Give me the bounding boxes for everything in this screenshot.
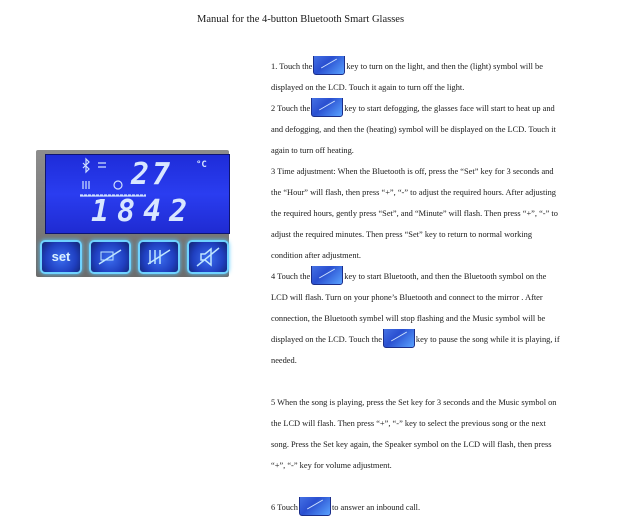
speaker-icon	[189, 242, 227, 272]
manual-text: adjust the required minutes. Then press “Set” key to return to normal working	[271, 230, 533, 239]
light-icon	[114, 181, 122, 189]
manual-line	[271, 350, 576, 371]
page-title: Manual for the 4-button Bluetooth Smart Glasses	[197, 14, 405, 25]
lcd-temperature: 27	[131, 157, 174, 192]
manual-line	[271, 119, 576, 140]
lcd-button-row	[37, 240, 230, 276]
manual-line	[271, 182, 576, 203]
manual-line	[271, 56, 576, 77]
key-button-icon	[311, 266, 343, 285]
light-icon	[91, 242, 129, 272]
manual-text: song. Press the Set key again, the Speaker symbol on the LCD will flash, then press	[271, 440, 552, 449]
manual-text: and defogging, and then the (heating) symbol will be displayed on the LCD. Touch it	[271, 125, 556, 134]
manual-line	[271, 161, 576, 182]
manual-text: 4 Touch the	[271, 272, 311, 281]
manual-line	[271, 266, 576, 287]
manual-text: the required hours, gently press “Set”, and “Minute” will flash. Then press “+”, “-” to	[271, 209, 558, 218]
manual-text: key to pause the song while it is playing, if	[415, 335, 560, 344]
manual-text: 1. Touch the	[271, 62, 313, 71]
lcd-time: 1842	[91, 194, 196, 229]
key-button-icon	[299, 497, 331, 516]
manual-text: “+”, “-” key for volume adjustment.	[271, 461, 392, 470]
manual-text: 3 Time adjustment: When the Bluetooth is off, press the “Set” key for 3 seconds and	[271, 167, 554, 176]
manual-text: condition after adjustment.	[271, 251, 362, 260]
manual-line	[271, 413, 576, 434]
manual-text: key to start defogging, the glasses face will start to heat up and	[344, 104, 555, 113]
manual-text: the LCD will flash. Then press “+”, “-” key to select the previous song or the next	[271, 419, 546, 428]
manual-text: displayed on the LCD. Touch it again to turn off the light.	[271, 83, 465, 92]
manual-instructions	[271, 56, 576, 518]
key-button-icon	[313, 56, 345, 75]
manual-line	[271, 497, 576, 518]
manual-text: needed.	[271, 356, 297, 365]
manual-line	[271, 287, 576, 308]
manual-line	[271, 392, 576, 413]
manual-text: again to turn off heating.	[271, 146, 354, 155]
manual-line	[271, 77, 576, 98]
manual-line	[271, 455, 576, 476]
lcd-temp-unit: °C	[196, 160, 207, 170]
manual-line	[271, 308, 576, 329]
manual-line	[271, 329, 576, 350]
lcd-display	[45, 154, 230, 234]
key-button-icon	[383, 329, 415, 348]
heating-button[interactable]	[138, 240, 180, 274]
manual-text: 5 When the song is playing, press the Set key for 3 seconds and the Music symbol on	[271, 398, 557, 407]
manual-line	[271, 434, 576, 455]
bluetooth-icon	[83, 159, 89, 172]
light-button[interactable]	[89, 240, 131, 274]
manual-line	[271, 371, 576, 392]
manual-text: LCD will flash. Turn on your phone’s Bluetooth and connect to the mirror . After	[271, 293, 543, 302]
manual-line	[271, 245, 576, 266]
manual-line	[271, 98, 576, 119]
manual-text: key to turn on the light, and then the (light) symbol will be	[346, 62, 543, 71]
manual-text: 6 Touch	[271, 503, 298, 512]
manual-text: 2 Touch the	[271, 104, 311, 113]
manual-line	[271, 224, 576, 245]
set-button[interactable]: set	[40, 240, 82, 274]
manual-line	[271, 203, 576, 224]
heating-icon	[83, 181, 89, 189]
bluetooth-button[interactable]	[187, 240, 229, 274]
manual-text: the “Hour” will flash, then press “+”, “-” to adjust the required hours. After adjusting	[271, 188, 556, 197]
music-icon	[98, 163, 106, 167]
key-button-icon	[311, 98, 343, 117]
manual-line	[271, 140, 576, 161]
manual-text: key to start Bluetooth, and then the Bluetooth symbol on the	[344, 272, 547, 281]
heating-icon	[140, 242, 178, 272]
manual-text: to answer an inbound call.	[331, 503, 421, 512]
manual-text: connection, the Bluetooth symbel will stop flashing and the Music symbol will be	[271, 314, 546, 323]
manual-line	[271, 476, 576, 497]
manual-text: displayed on the LCD. Touch the	[271, 335, 382, 344]
